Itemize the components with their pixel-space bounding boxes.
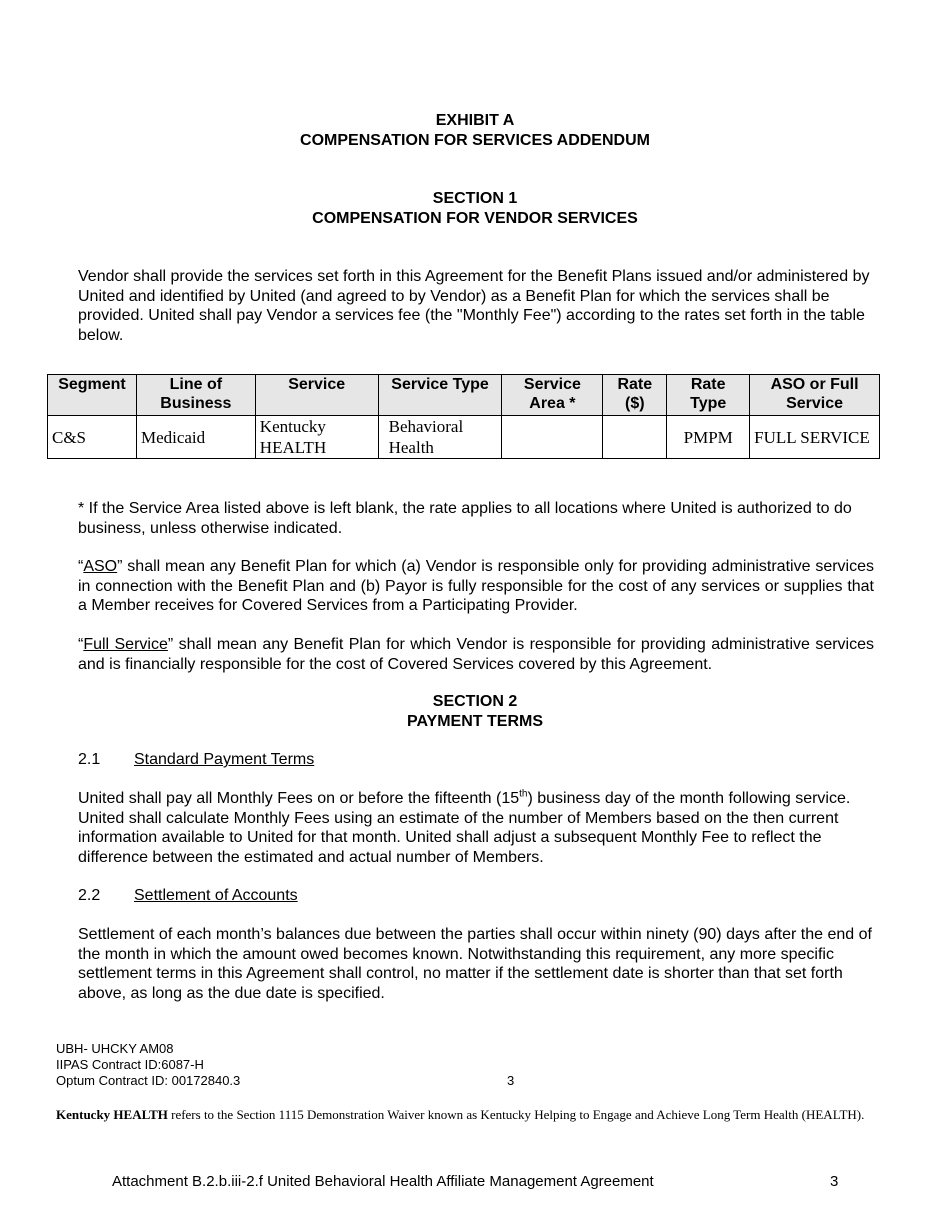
section-2-1-text-a: United shall pay all Monthly Fees on or before the fifteenth (15 bbox=[78, 790, 520, 807]
cell-service-area bbox=[502, 416, 603, 459]
page-number-right: 3 bbox=[830, 1173, 839, 1190]
cell-aso-or-full: FULL SERVICE bbox=[750, 416, 880, 459]
ordinal-suffix: th bbox=[519, 788, 528, 800]
full-service-term: Full Service bbox=[83, 636, 168, 653]
intro-paragraph: Vendor shall provide the services set forth in this Agreement for the Benefit Plans issued and/or administered by United and identified by United (and agreed to by Vendor) as a Benefit Plan for which the services shall be provided. United shall pay Vendor a services fee (the "Monthly Fee") according to the rates set forth in the table below. bbox=[78, 268, 870, 344]
section-2-1-number: 2.1 bbox=[78, 751, 101, 768]
col-header-rate: Rate ($) bbox=[603, 375, 667, 416]
col-header-service-area: Service Area * bbox=[502, 375, 603, 416]
aso-definition: “ASO” shall mean any Benefit Plan for which (a) Vendor is responsible only for providing administrative services in connection with the Benefit Plan and (b) Payor is fully responsible for the cost of any services or supplies that a Member receives for Covered Services from a Participating Provider. bbox=[78, 558, 874, 614]
footnote-text: refers to the Section 1115 Demonstration Waiver known as Kentucky Helping to Engage and Achieve Long Term Health (HEALTH). bbox=[167, 1107, 865, 1122]
service-area-note: * If the Service Area listed above is left blank, the rate applies to all locations where United is authorized to do business, unless otherwise indicated. bbox=[78, 500, 852, 537]
section2-title: SECTION 2 bbox=[432, 693, 518, 710]
full-service-definition: “Full Service” shall mean any Benefit Plan for which Vendor is responsible for providing administrative services and is financially responsible for the cost of Covered Services covered by this Agreement. bbox=[78, 636, 875, 673]
col-header-segment: Segment bbox=[48, 375, 137, 416]
col-header-line-of-business: Line of Business bbox=[136, 375, 255, 416]
footer-doc-id: UBH- UHCKY AM08 bbox=[56, 1041, 174, 1056]
section-2-2-number: 2.2 bbox=[78, 887, 101, 904]
table-row bbox=[48, 416, 880, 459]
full-service-definition-text: ” shall mean any Benefit Plan for which Vendor is responsible for providing administrative services and is financially responsible for the cost of Covered Services covered by this Agreement. bbox=[78, 636, 875, 673]
section-2-1-text-b: ) business day of the month following service. United shall calculate Monthly Fees using an estimate of the number of Members based on the then current information available to United for that month. United shall adjust a subsequent Monthly Fee to reflect the difference between the estimated and actual number of Members. bbox=[78, 790, 851, 866]
page-number-center: 3 bbox=[507, 1073, 515, 1088]
section-2-2-title: Settlement of Accounts bbox=[134, 887, 298, 904]
section1-title: SECTION 1 bbox=[432, 190, 518, 207]
attachment-caption: Attachment B.2.b.iii-2.f United Behavioral Health Affiliate Management Agreement bbox=[112, 1173, 654, 1190]
section1-subtitle: COMPENSATION FOR VENDOR SERVICES bbox=[312, 210, 638, 227]
cell-service: Kentucky HEALTH bbox=[255, 416, 378, 459]
table-header-row bbox=[48, 375, 880, 416]
section-2-2-text: Settlement of each month’s balances due between the parties shall occur within ninety (90) days after the end of the month in which the amount owed becomes known. Notwithstanding this requirement, any more specific settlement terms in this Agreement shall control, no matter if the settlement date is shorter than that set forth above, as long as the due date is specified. bbox=[78, 926, 872, 1002]
col-header-rate-type: Rate Type bbox=[667, 375, 750, 416]
rates-table bbox=[47, 374, 880, 459]
footnote bbox=[56, 1107, 876, 1123]
cell-rate-type: PMPM bbox=[667, 416, 750, 459]
section-2-1-text bbox=[78, 789, 874, 867]
cell-segment: C&S bbox=[48, 416, 137, 459]
col-header-service-type: Service Type bbox=[378, 375, 502, 416]
exhibit-title: EXHIBIT A bbox=[435, 112, 515, 129]
aso-definition-text: ” shall mean any Benefit Plan for which (a) Vendor is responsible only for providing administrative services in connection with the Benefit Plan and (b) Payor is fully responsible for the cost of any services or supplies that a Member receives for Covered Services from a Participating Provider. bbox=[78, 558, 874, 614]
cell-line-of-business: Medicaid bbox=[136, 416, 255, 459]
section-2-1-title: Standard Payment Terms bbox=[134, 751, 315, 768]
footnote-bold: Kentucky HEALTH bbox=[56, 1107, 168, 1122]
footer-optum-id: Optum Contract ID: 00172840.3 bbox=[56, 1073, 241, 1088]
section2-subtitle: PAYMENT TERMS bbox=[406, 713, 543, 730]
cell-service-type: Behavioral Health bbox=[378, 416, 502, 459]
cell-rate bbox=[603, 416, 667, 459]
aso-term: ASO bbox=[83, 558, 118, 575]
col-header-aso-or-full: ASO or Full Service bbox=[750, 375, 880, 416]
footer-iipas-id: IIPAS Contract ID:6087-H bbox=[56, 1057, 204, 1072]
exhibit-subtitle: COMPENSATION FOR SERVICES ADDENDUM bbox=[300, 132, 650, 149]
col-header-service: Service bbox=[255, 375, 378, 416]
